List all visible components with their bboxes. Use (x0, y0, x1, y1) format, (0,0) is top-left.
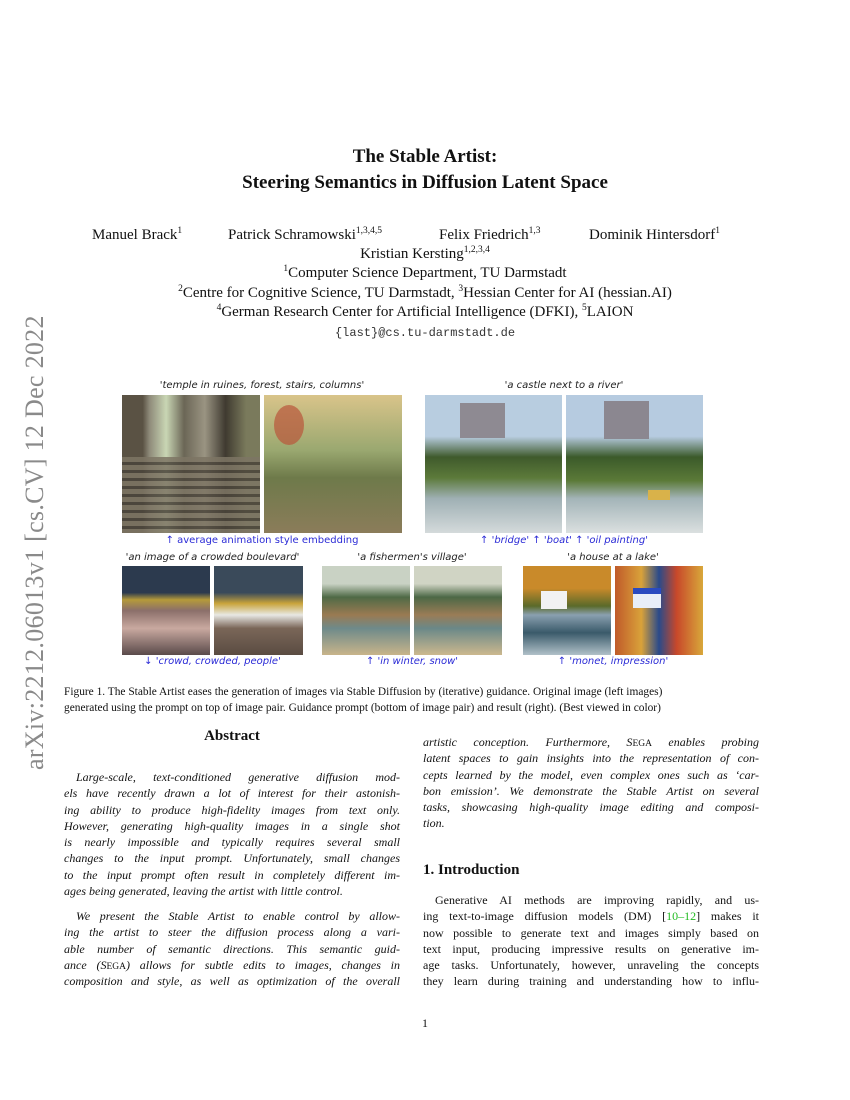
author-affiliation: 1,2,3,4 (463, 245, 490, 255)
paper-title-line-2: Steering Semantics in Diffusion Latent Space (242, 172, 608, 193)
figure-caption-line: Figure 1. The Stable Artist eases the generation of images via Stable Diffusion by (iterative) guidance. Original image (left images) (64, 686, 663, 698)
author-name: Patrick Schramowski (228, 227, 356, 243)
text-line: now possible to generate text and images simply based on (423, 925, 759, 940)
guidance-prompt: ↑ 'bridge' ↑ 'boat' ↑ 'oil painting' (480, 535, 648, 546)
introduction-paragraph (423, 892, 759, 990)
edited-image-boulevard (214, 566, 303, 655)
original-image-house (523, 566, 611, 655)
text-line: bon emission’. We demonstrate the Stable Artist on several (423, 783, 759, 798)
affiliation: Hessian Center for AI (hessian.AI) (463, 285, 672, 301)
text-line: latent spaces to gain insights into the representation of con- (423, 751, 759, 766)
text-line: However, generating high-quality images in a single shot (64, 818, 400, 833)
author-affiliation: 1,3,4,5 (355, 226, 383, 236)
affiliation-number: 2 (178, 284, 183, 294)
affiliation-line (0, 303, 850, 322)
edited-image-house (615, 566, 703, 655)
author-affiliation: 1,3 (528, 226, 541, 236)
guidance-prompt: ↑ 'in winter, snow' (365, 656, 459, 667)
original-image-village (322, 566, 410, 655)
image-prompt: 'a castle next to a river' (504, 380, 624, 391)
image-prompt: 'a fishermen's village' (357, 552, 467, 563)
text-line: artistic conception. Furthermore, SEGA enables probing (423, 735, 760, 749)
figure-caption-line: generated using the prompt on top of image pair. Guidance prompt (bottom of image pair) and result (right). (Best viewed in color) (64, 702, 661, 714)
text-line: they learn during training and understanding how to influ- (423, 974, 759, 989)
guidance-prompt: ↓ 'crowd, crowded, people' (144, 656, 281, 667)
text-line: cepts learned by the model, even complex ones such as ‘car- (423, 767, 759, 782)
image-prompt: 'temple in ruines, forest, stairs, columns' (159, 380, 365, 391)
text-line: ing the artist to steer the diffusion process along a vari- (64, 925, 400, 940)
original-image-boulevard (122, 566, 210, 655)
author-name: Kristian Kersting (360, 246, 464, 262)
original-image-temple (122, 395, 260, 533)
author (0, 245, 850, 264)
edited-image-village (414, 566, 502, 655)
text-line: ing text-to-image diffusion models (DM) [10–12] makes it (423, 909, 759, 924)
original-image-castle (425, 395, 562, 533)
author-name: Felix Friedrich (439, 227, 529, 243)
text-line: composition and style, as well as optimization of the overall (64, 974, 400, 989)
page-number: 1 (422, 1016, 428, 1030)
text-line: able number of semantic directions. This semantic guid- (64, 941, 400, 956)
text-line: text input, producing impressive results on generative im- (423, 941, 759, 956)
author (589, 226, 720, 245)
figure-caption (64, 684, 758, 716)
introduction-heading: 1. Introduction (423, 862, 520, 878)
guidance-prompt: ↑ 'monet, impression' (557, 656, 669, 667)
author (439, 226, 540, 245)
text-line: is nearly impossible and typically requires several small (64, 835, 400, 850)
guidance-prompt: ↑ average animation style embedding (165, 535, 359, 546)
text-line: tasks, showcasing high-quality image editing and composi- (423, 800, 759, 815)
affiliation-line (0, 284, 850, 303)
abstract-paragraph-1 (64, 769, 400, 899)
text-line: changes to the input prompt. Unfortunately, small changes (64, 851, 400, 866)
affiliation-number: 1 (283, 264, 289, 274)
affiliation-number: 4 (216, 303, 222, 313)
arxiv-identifier: arXiv:2212.06013v1 [cs.CV] 12 Dec 2022 (20, 315, 49, 770)
text-line: tion. (423, 816, 445, 831)
email: {last}@cs.tu-darmstadt.de (334, 326, 516, 340)
text-line: age tasks. Unfortunately, however, unraveling the concepts (423, 958, 759, 973)
author-affiliation: 1 (177, 226, 183, 236)
abstract-paragraph-2 (64, 908, 400, 989)
text-line: ages being generated, leaving the artist with little control. (64, 884, 343, 899)
affiliation-line (0, 264, 850, 283)
paper-title-line-1: The Stable Artist: (352, 146, 498, 167)
text-line: ing ability to produce high-fidelity images from text only. (64, 802, 400, 817)
author (92, 226, 182, 245)
image-prompt: 'an image of a crowded boulevard' (125, 552, 300, 563)
image-prompt: 'a house at a lake' (567, 552, 659, 563)
affiliation: Computer Science Department, TU Darmstadt (288, 265, 567, 281)
affiliation-number: 3 (458, 284, 464, 294)
affiliation: Centre for Cognitive Science, TU Darmstadt, (182, 285, 459, 301)
edited-image-castle (566, 395, 703, 533)
author-affiliation: 1 (715, 226, 720, 236)
affiliation-number: 5 (582, 303, 587, 313)
abstract-heading: Abstract (204, 728, 260, 744)
text-line: els have recently drawn a lot of interest for their astonish- (64, 786, 400, 801)
abstract-paragraph-3 (423, 734, 759, 832)
author-name: Manuel Brack (92, 227, 178, 243)
text-line: to the input prompt often result in completely different im- (64, 867, 400, 882)
text-line: Generative AI methods are improving rapidly, and us- (435, 893, 759, 907)
author (228, 226, 382, 245)
affiliation: LAION (586, 304, 634, 320)
text-line: Large-scale, text-conditioned generative diffusion mod- (76, 770, 400, 784)
edited-image-temple (264, 395, 402, 533)
text-line: ance (SEGA) allows for subtle edits to images, changes in (64, 957, 401, 972)
text-line: We present the Stable Artist to enable control by allow- (76, 909, 400, 923)
author-name: Dominik Hintersdorf (589, 227, 716, 243)
affiliation: German Research Center for Artificial Intelligence (DFKI), (221, 304, 583, 320)
